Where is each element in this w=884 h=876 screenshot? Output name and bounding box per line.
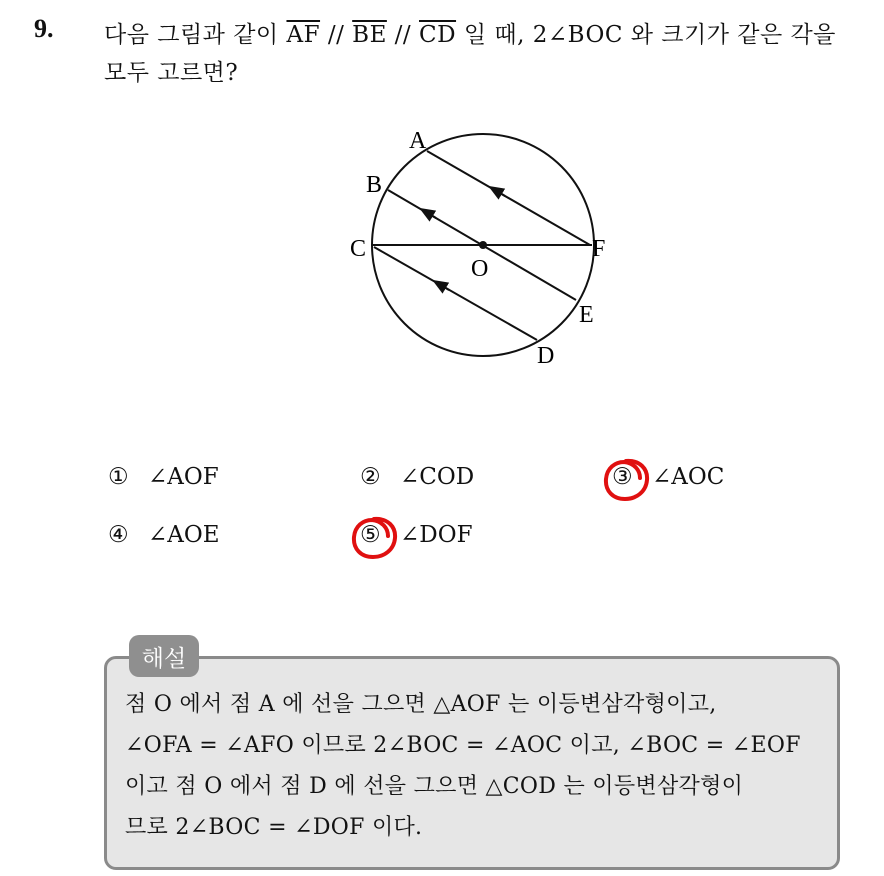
parallel-symbol: // (386, 22, 419, 48)
label-e: E (579, 302, 594, 328)
solution-line: ∠OFA = ∠AFO 이므로 2∠BOC = ∠AOC 이고, ∠BOC = ∠EOF (125, 733, 801, 758)
label-f: F (592, 236, 606, 262)
chord-af (427, 151, 590, 245)
choice-number: ⑤ (360, 522, 381, 548)
arrow-cd (439, 284, 449, 290)
choice-label: ∠AOF (148, 464, 219, 490)
label-b: B (366, 172, 383, 198)
parallel-symbol: // (320, 22, 353, 48)
label-a: A (409, 128, 427, 154)
label-c: C (350, 236, 367, 262)
choice-number: ④ (108, 522, 129, 548)
question-text-pre: 다음 그림과 같이 (104, 22, 287, 48)
question-text-line2: 모두 고르면? (104, 60, 239, 86)
choice-number: ③ (612, 464, 633, 490)
segment-cd: $\overline{CD}$ (419, 22, 457, 48)
choice-1[interactable] (108, 464, 219, 490)
choice-label: ∠COD (400, 464, 475, 490)
solution-title: 해설 (129, 635, 199, 677)
segment-af: $\overline{AF}$ (286, 22, 321, 48)
choice-4[interactable] (108, 522, 220, 548)
solution-line: 이고 점 O 에서 점 D 에 선을 그으면 △COD 는 이등변삼각형이 (125, 774, 744, 799)
choice-2[interactable] (360, 464, 474, 490)
question-text (104, 16, 874, 92)
center-point (479, 241, 487, 249)
answer-mark-circle (600, 455, 652, 505)
arrow-be (426, 212, 436, 218)
segment-be: $\overline{BE}$ (352, 22, 387, 48)
label-o: O (471, 256, 489, 282)
choice-number: ① (108, 464, 129, 490)
solution-line: 점 O 에서 점 A 에 선을 그으면 △AOF 는 이등변삼각형이고, (125, 692, 717, 717)
question-text-post: 일 때, 2∠BOC 와 크기가 같은 각을 (456, 22, 836, 48)
label-d: D (537, 343, 555, 369)
choice-label: ∠DOF (400, 522, 473, 548)
choice-number: ② (360, 464, 381, 490)
answer-mark-circle (348, 513, 400, 563)
choice-label: ∠AOE (148, 522, 220, 548)
chord-cd (374, 247, 537, 340)
solution-line: 므로 2∠BOC = ∠DOF 이다. (125, 815, 423, 840)
arrow-af (495, 190, 505, 196)
choice-label: ∠AOC (652, 464, 725, 490)
question-number: 9. (34, 14, 54, 43)
circle-figure (340, 118, 620, 378)
solution-text (125, 684, 830, 848)
